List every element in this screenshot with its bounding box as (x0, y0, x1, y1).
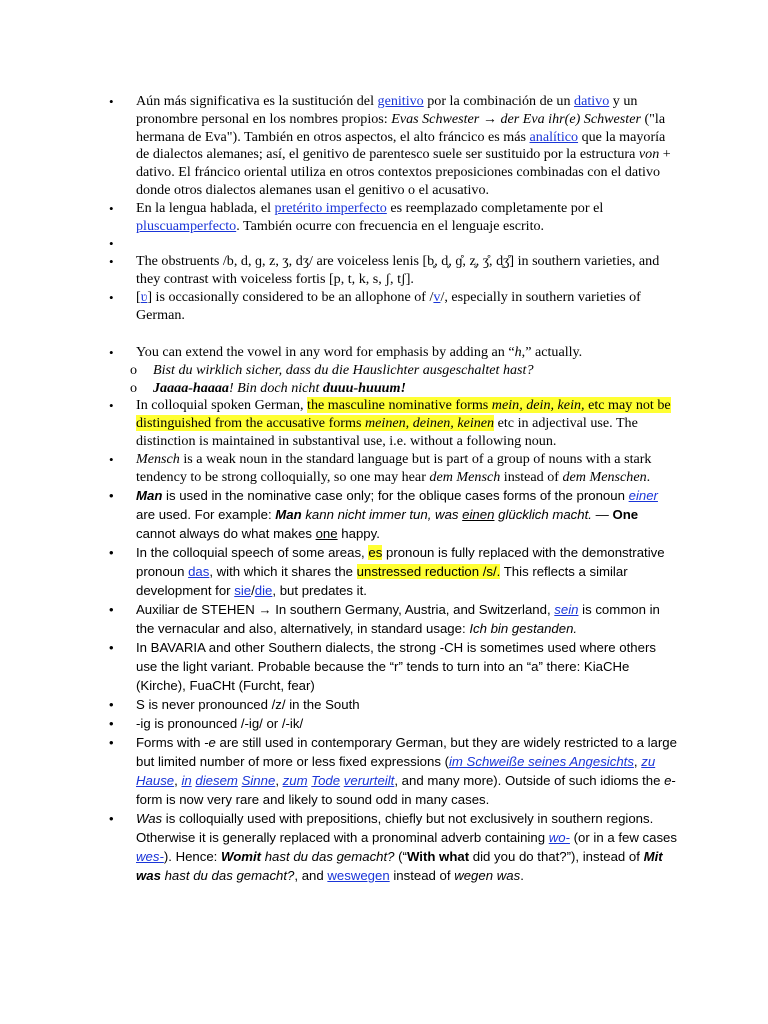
text: is a weak noun in the standard language but is part of a group of nouns with a stark tendency to be strong colloquially, so one may hear (136, 450, 652, 485)
text: , but predates it. (272, 583, 367, 599)
list-item (108, 344, 680, 397)
list-item (108, 695, 680, 714)
text: In the colloquial speech of some areas, (136, 545, 369, 561)
text: , with which it shares the (209, 564, 357, 580)
text: happy. (337, 526, 380, 542)
text: Aún más significativa es la sustitución del (136, 93, 378, 109)
link-sinne[interactable]: Sinne (241, 773, 276, 789)
link-dativo[interactable]: dativo (574, 93, 610, 109)
list-item (108, 93, 680, 200)
link-tode[interactable]: Tode (311, 773, 341, 789)
list-item (108, 714, 680, 733)
bullet-list (108, 344, 680, 885)
link-einer[interactable]: einer (628, 488, 658, 504)
text: . También ocurre con frecuencia en el lenguaje escrito. (236, 217, 545, 234)
list-item (108, 733, 680, 809)
bold-text: With what (406, 849, 470, 865)
italic-text: dem Mensch (429, 468, 501, 485)
text: instead of (389, 868, 455, 884)
italic-text: Was (136, 811, 163, 827)
text: did you do that?”), instead of (469, 849, 644, 865)
list-item (108, 253, 680, 289)
link-weswegen[interactable]: weswegen (327, 868, 390, 884)
list-item (108, 486, 680, 543)
list-item (108, 289, 680, 325)
underlined-text: one (315, 526, 338, 542)
sub-list-item (108, 362, 680, 380)
text: (“ (394, 849, 407, 865)
bold-italic-text: Womit (221, 849, 262, 865)
italic-text: von (638, 146, 660, 163)
bold-italic-text: Mit was (136, 849, 663, 884)
text: ,” actually. (521, 344, 583, 360)
text: This reflects a similar development for (136, 564, 628, 599)
link-labiodental-approximant[interactable]: ʋ (140, 288, 148, 305)
text: / (251, 583, 255, 599)
highlighted-text: unstressed reduction /s/. (356, 564, 501, 580)
list-item (108, 543, 680, 600)
italic-text: Evas Schwester (391, 110, 480, 127)
link-sein[interactable]: sein (554, 602, 579, 618)
text: In BAVARIA and other Southern dialects, the strong -CH is sometimes used where others use the light variant. Probable because the “r” tends to turn into an “a” there: KiaCHe (Kirche), FuaCHt (Furcht, fear) (136, 640, 656, 694)
text: ). Hence: (163, 849, 222, 865)
list-item (108, 451, 680, 487)
bold-italic-text: Man (275, 507, 302, 523)
text: etc in adjectival use. The distinction is maintained in substantival use, i.e. without a following noun. (136, 415, 638, 449)
link-diesem[interactable]: diesem (195, 773, 238, 789)
bold-italic-text: Man (136, 488, 163, 504)
link-die[interactable]: die (254, 583, 273, 599)
link-sie[interactable]: sie (234, 583, 252, 599)
italic-text: hast du das gemacht? (160, 868, 295, 884)
text: are used. For example: (136, 507, 276, 523)
italic-text: glücklich macht. (494, 507, 592, 523)
highlighted-text: es (368, 545, 383, 561)
text: The obstruents /b, d, ɡ, z, ʒ, dʒ/ are voiceless lenis [b̥, d̥, ɡ̊, z̥, ʒ̊, d̥ʒ̊] in southern varieties, and they contrast with voiceless fortis [p, t, k, s, ʃ, tʃ]. (136, 253, 660, 287)
text: instead of (500, 468, 563, 485)
text: , and many more). Outside of such idioms the (394, 773, 665, 789)
text: , (633, 754, 642, 770)
link-analitico[interactable]: analítico (529, 128, 579, 145)
text: You can extend the vowel in any word for emphasis by adding an “ (136, 344, 515, 360)
sub-list-item (108, 380, 680, 398)
text: En la lengua hablada, el (136, 199, 275, 216)
text: are still used in contemporary German, but they are widely restricted to a large but limited number of more or less fixed expressions ( (136, 735, 677, 770)
italic-text: meinen, deinen, keinen (364, 415, 495, 432)
text: etc may not be distinguished from the accusative forms (136, 397, 671, 432)
text: es reemplazado completamente por el (386, 199, 604, 216)
text: . (520, 868, 524, 884)
italic-text: mein, dein, kein, (491, 397, 585, 414)
link-das[interactable]: das (188, 564, 210, 580)
text: (or in a few cases (569, 830, 677, 846)
text: — (591, 507, 613, 523)
underlined-italic-text: einen (462, 507, 495, 523)
text: In colloquial spoken German, (136, 397, 308, 414)
list-item (108, 397, 680, 450)
italic-text: h (514, 344, 522, 360)
list-item (108, 200, 680, 236)
list-item (108, 809, 680, 885)
text: -form is now very rare and likely to sound odd in many cases. (136, 773, 676, 808)
text: ("la hermana de Eva"). También en otros aspectos, el alto fráncico es más (136, 110, 666, 145)
text: por la combinación de un (423, 93, 575, 109)
link-genitivo[interactable]: genitivo (377, 93, 424, 109)
bullet-list (108, 93, 680, 324)
text: Forms with (136, 735, 205, 751)
link-preterito-imperfecto[interactable]: pretérito imperfecto (274, 199, 387, 216)
bold-italic-text: duuu-huuum! (322, 379, 406, 396)
italic-text: dem Menschen (562, 468, 647, 485)
italic-text: kann nicht immer tun, was (301, 507, 463, 523)
link-verurteilt[interactable]: verurteilt (343, 773, 395, 789)
text: , (275, 773, 283, 789)
link-pluscuamperfecto[interactable]: pluscuamperfecto (136, 217, 237, 234)
link-im-schweisse-seines-angesichts[interactable]: im Schweiße seines Angesichts (448, 754, 634, 770)
text: the masculine nominative forms (307, 397, 492, 414)
text: Auxiliar de STEHEN → In southern Germany, Austria, and Switzerland, (136, 602, 555, 618)
text: ] is occasionally considered to be an allophone of / (147, 288, 434, 305)
list-item (108, 600, 680, 638)
text: [ (136, 288, 141, 305)
text: S is never pronounced /z/ in the South (136, 697, 360, 713)
text: is common in the vernacular and also, alternatively, in standard usage: (136, 602, 660, 637)
link-wo[interactable]: wo- (548, 830, 570, 846)
link-voiced-labiodental-fricative[interactable]: v (433, 288, 441, 305)
italic-text: Mensch (136, 450, 180, 467)
link-zum[interactable]: zum (282, 773, 308, 789)
italic-text: Ich bin gestanden. (469, 621, 578, 637)
italic-text: der Eva ihr(e) Schwester (500, 110, 641, 127)
list-item (108, 638, 680, 695)
text: + dativo. El fráncico oriental utiliza en otros contextos preposiciones combinadas con el dativo donde otros dialectos alemanes usan el genitivo o el acusativo. (136, 146, 671, 198)
text: pronoun is fully replaced with the demonstrative pronoun (136, 545, 665, 580)
text: y un pronombre personal en los nombres propios: (136, 93, 638, 127)
text: -ig is pronounced /-ig/ or /-ik/ (136, 716, 304, 732)
arrow-text: → (479, 110, 501, 127)
text: is used in the nominative case only; for the oblique cases forms of the pronoun (162, 488, 629, 504)
text: . (646, 468, 651, 485)
text: cannot always do what makes (136, 526, 316, 542)
text: , (174, 773, 182, 789)
bold-text: One (612, 507, 639, 523)
italic-text: -e (204, 735, 216, 751)
italic-text: ! Bin doch nicht (228, 379, 323, 396)
empty-list-item (108, 235, 680, 253)
link-zu-hause[interactable]: zu Hause (136, 754, 656, 789)
text: /, especially in southern varieties of German. (136, 288, 641, 323)
link-in[interactable]: in (181, 773, 192, 789)
text: is colloquially used with prepositions, chiefly but not exclusively in southern regions. Otherwise it is generally replaced with a pronominal adverb containing (136, 811, 654, 846)
text: que la mayoría de dialectos alemanes; así, el genitivo de parentesco suele ser sustituido por la estructura (136, 128, 666, 163)
text: , and (294, 868, 328, 884)
italic-text: e (664, 773, 672, 789)
link-wes[interactable]: wes- (136, 849, 164, 865)
italic-text: Bist du wirklich sicher, dass du die Hauslichter ausgeschaltet hast? (153, 361, 534, 378)
sub-list (108, 362, 680, 398)
italic-text: hast du das gemacht? (261, 849, 395, 865)
italic-text: wegen was (454, 868, 521, 884)
bold-italic-text: Jaaaa-haaaa (153, 379, 229, 396)
